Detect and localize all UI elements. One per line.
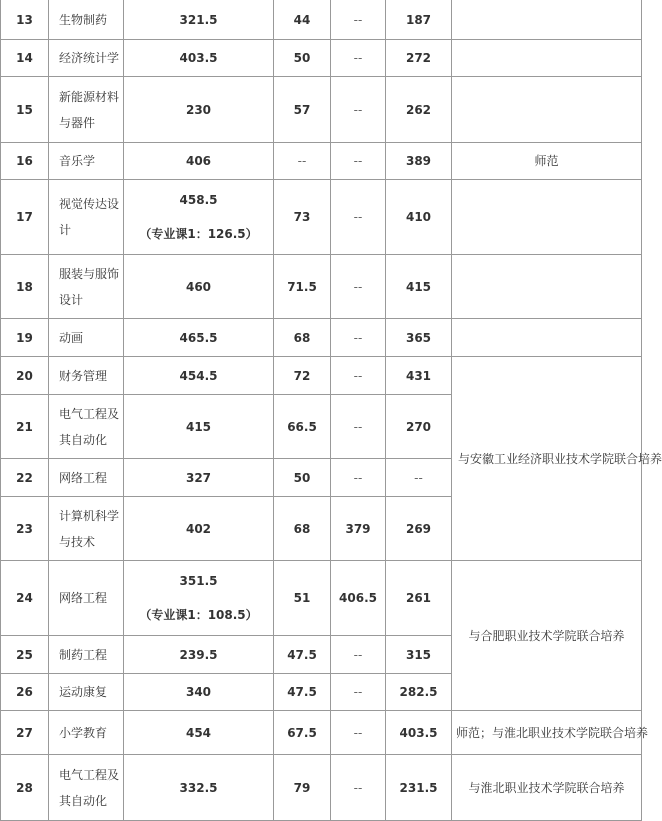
table-row bbox=[1, 711, 642, 755]
table-row bbox=[1, 319, 642, 357]
table-row bbox=[1, 561, 642, 636]
score-3: -- bbox=[331, 255, 386, 319]
score-3: -- bbox=[331, 180, 386, 255]
major-name: 财务管理 bbox=[49, 357, 124, 395]
score-4: 231.5 bbox=[386, 755, 452, 821]
score-3: 379 bbox=[331, 497, 386, 561]
score-4: 262 bbox=[386, 77, 452, 143]
score-total: 454 bbox=[124, 711, 274, 755]
score-2: 71.5 bbox=[274, 255, 331, 319]
major-name: 计算机科学与技术 bbox=[49, 497, 124, 561]
score-3: -- bbox=[331, 636, 386, 674]
score-2: 50 bbox=[274, 459, 331, 497]
score-3: -- bbox=[331, 0, 386, 40]
table-row bbox=[1, 77, 642, 143]
score-4: 431 bbox=[386, 357, 452, 395]
score-4: 365 bbox=[386, 319, 452, 357]
score-total: 406 bbox=[124, 143, 274, 180]
score-total-cell bbox=[124, 180, 274, 255]
score-3: -- bbox=[331, 77, 386, 143]
score-2: 66.5 bbox=[274, 395, 331, 459]
score-subject-note: （专业课1：108.5） bbox=[139, 608, 258, 622]
table-row bbox=[1, 357, 642, 395]
major-name: 经济统计学 bbox=[49, 40, 124, 77]
score-2: -- bbox=[274, 143, 331, 180]
score-4: 403.5 bbox=[386, 711, 452, 755]
remark-merged: 与合肥职业技术学院联合培养 bbox=[452, 561, 642, 711]
score-3: -- bbox=[331, 40, 386, 77]
score-3: -- bbox=[331, 357, 386, 395]
remark bbox=[452, 40, 642, 77]
score-3: 406.5 bbox=[331, 561, 386, 636]
major-name: 小学教育 bbox=[49, 711, 124, 755]
score-total: 465.5 bbox=[124, 319, 274, 357]
score-4: 270 bbox=[386, 395, 452, 459]
score-total: 239.5 bbox=[124, 636, 274, 674]
score-total: 230 bbox=[124, 77, 274, 143]
score-4: 410 bbox=[386, 180, 452, 255]
score-total: 340 bbox=[124, 674, 274, 711]
score-4: 389 bbox=[386, 143, 452, 180]
score-3: -- bbox=[331, 319, 386, 357]
major-name: 音乐学 bbox=[49, 143, 124, 180]
row-number: 20 bbox=[1, 357, 49, 395]
row-number: 21 bbox=[1, 395, 49, 459]
score-4: 415 bbox=[386, 255, 452, 319]
score-4: 269 bbox=[386, 497, 452, 561]
score-total: 460 bbox=[124, 255, 274, 319]
score-total: 351.5 bbox=[179, 574, 218, 588]
score-3: -- bbox=[331, 143, 386, 180]
score-total: 321.5 bbox=[124, 0, 274, 40]
row-number: 25 bbox=[1, 636, 49, 674]
score-total: 454.5 bbox=[124, 357, 274, 395]
table-row bbox=[1, 40, 642, 77]
major-name: 运动康复 bbox=[49, 674, 124, 711]
major-name: 新能源材料与器件 bbox=[49, 77, 124, 143]
score-total-cell bbox=[124, 561, 274, 636]
row-number: 22 bbox=[1, 459, 49, 497]
major-name: 电气工程及其自动化 bbox=[49, 395, 124, 459]
score-2: 57 bbox=[274, 77, 331, 143]
score-2: 68 bbox=[274, 497, 331, 561]
score-2: 50 bbox=[274, 40, 331, 77]
score-2: 67.5 bbox=[274, 711, 331, 755]
remark: 师范；与淮北职业技术学院联合培养 bbox=[452, 711, 642, 755]
row-number: 16 bbox=[1, 143, 49, 180]
score-total: 403.5 bbox=[124, 40, 274, 77]
score-2: 44 bbox=[274, 0, 331, 40]
score-2: 72 bbox=[274, 357, 331, 395]
row-number: 24 bbox=[1, 561, 49, 636]
score-2: 47.5 bbox=[274, 636, 331, 674]
score-2: 47.5 bbox=[274, 674, 331, 711]
score-2: 68 bbox=[274, 319, 331, 357]
major-name: 服装与服饰设计 bbox=[49, 255, 124, 319]
row-number: 23 bbox=[1, 497, 49, 561]
row-number: 26 bbox=[1, 674, 49, 711]
remark bbox=[452, 319, 642, 357]
major-name: 电气工程及其自动化 bbox=[49, 755, 124, 821]
row-number: 14 bbox=[1, 40, 49, 77]
row-number: 15 bbox=[1, 77, 49, 143]
major-name: 网络工程 bbox=[49, 459, 124, 497]
score-total: 415 bbox=[124, 395, 274, 459]
score-4: 187 bbox=[386, 0, 452, 40]
remark bbox=[452, 77, 642, 143]
score-total: 332.5 bbox=[124, 755, 274, 821]
table-row bbox=[1, 143, 642, 180]
score-2: 73 bbox=[274, 180, 331, 255]
row-number: 19 bbox=[1, 319, 49, 357]
major-name: 网络工程 bbox=[49, 561, 124, 636]
row-number: 18 bbox=[1, 255, 49, 319]
score-4: 261 bbox=[386, 561, 452, 636]
major-name: 动画 bbox=[49, 319, 124, 357]
remark-merged: 与安徽工业经济职业技术学院联合培养 bbox=[452, 357, 642, 561]
score-subject-note: （专业课1：126.5） bbox=[139, 227, 258, 241]
score-3: -- bbox=[331, 711, 386, 755]
row-number: 17 bbox=[1, 180, 49, 255]
score-total: 458.5 bbox=[179, 193, 218, 207]
score-3: -- bbox=[331, 674, 386, 711]
remark bbox=[452, 0, 642, 40]
table-row bbox=[1, 255, 642, 319]
major-name: 制药工程 bbox=[49, 636, 124, 674]
score-3: -- bbox=[331, 459, 386, 497]
score-3: -- bbox=[331, 395, 386, 459]
major-name: 生物制药 bbox=[49, 0, 124, 40]
row-number: 27 bbox=[1, 711, 49, 755]
score-2: 79 bbox=[274, 755, 331, 821]
row-number: 28 bbox=[1, 755, 49, 821]
table-row bbox=[1, 180, 642, 255]
score-4: 272 bbox=[386, 40, 452, 77]
score-total: 327 bbox=[124, 459, 274, 497]
table-row bbox=[1, 755, 642, 821]
remark bbox=[452, 255, 642, 319]
remark: 师范 bbox=[452, 143, 642, 180]
major-name: 视觉传达设计 bbox=[49, 180, 124, 255]
score-2: 51 bbox=[274, 561, 331, 636]
score-3: -- bbox=[331, 755, 386, 821]
score-4: -- bbox=[386, 459, 452, 497]
remark: 与淮北职业技术学院联合培养 bbox=[452, 755, 642, 821]
score-total: 402 bbox=[124, 497, 274, 561]
score-4: 315 bbox=[386, 636, 452, 674]
remark bbox=[452, 180, 642, 255]
table-row bbox=[1, 0, 642, 40]
row-number: 13 bbox=[1, 0, 49, 40]
score-4: 282.5 bbox=[386, 674, 452, 711]
